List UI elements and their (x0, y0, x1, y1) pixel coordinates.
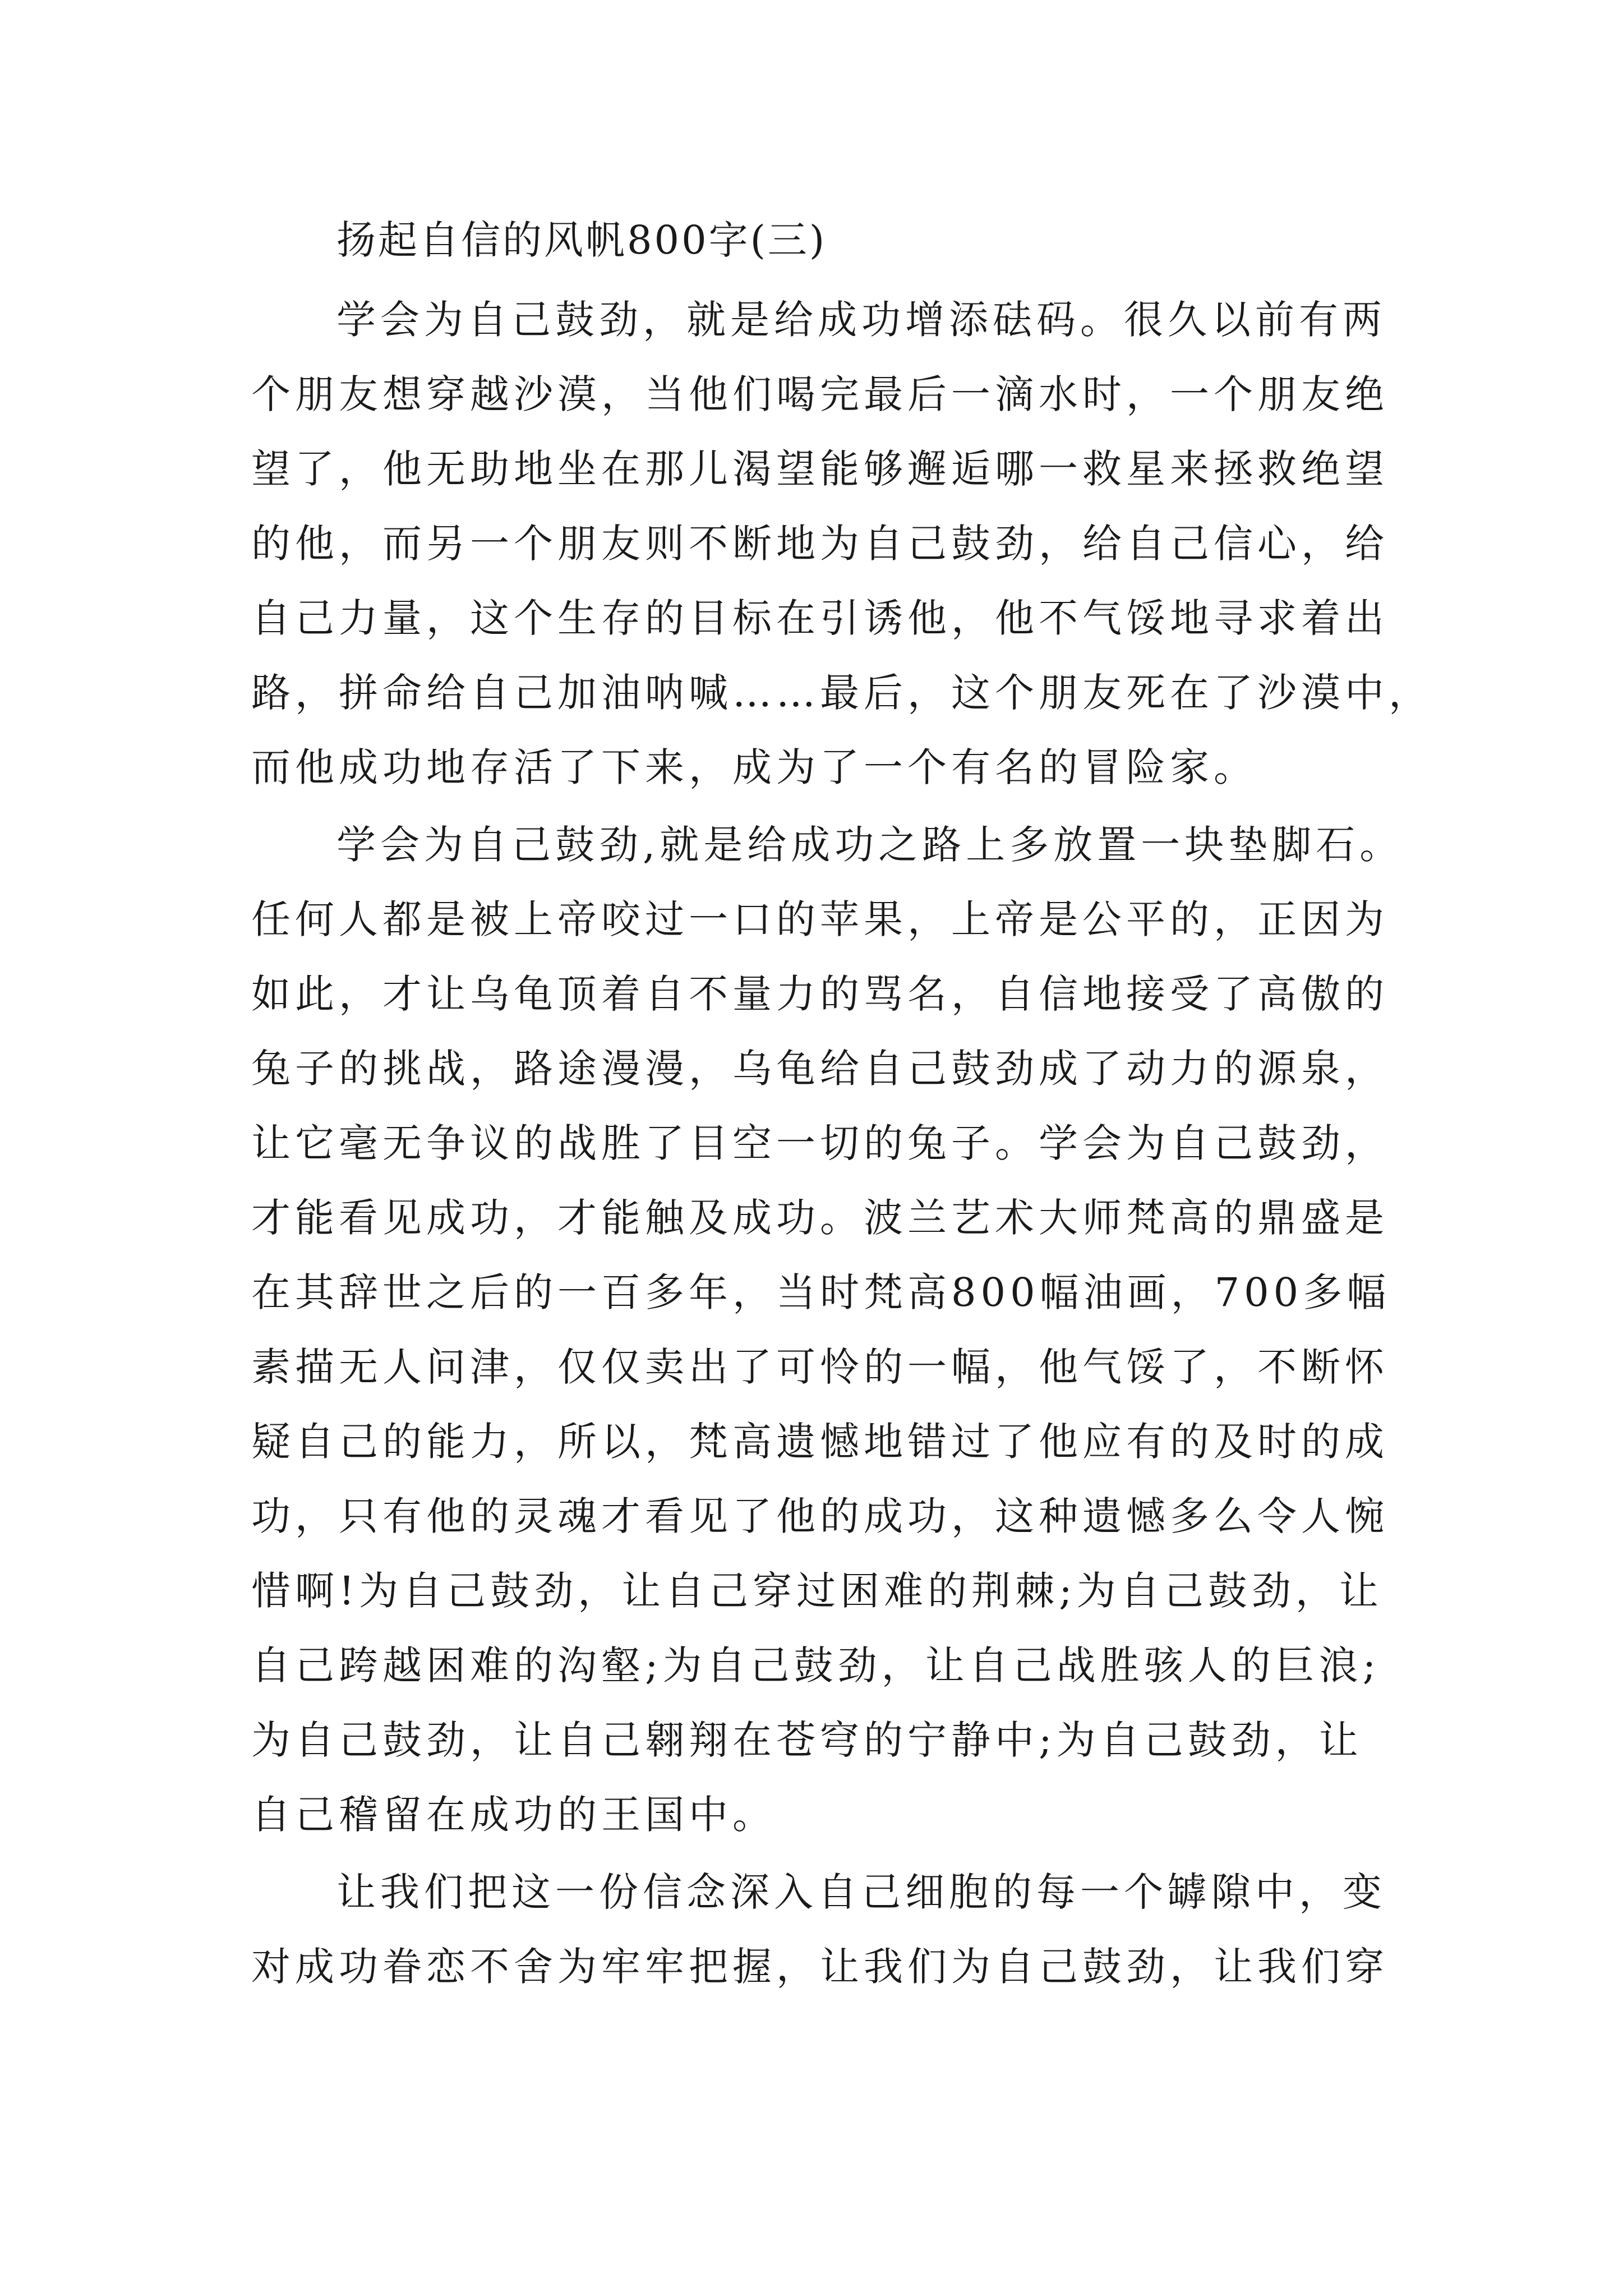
document-title: 扬起自信的风帆800字(三) (336, 217, 827, 263)
paragraph-2-line-7: 在其辞世之后的一百多年，当时梵高800幅油画，700多幅 (251, 1269, 1391, 1315)
paragraph-2-line-2: 任何人都是被上帝咬过一口的苹果，上帝是公平的，正因为 (251, 896, 1389, 942)
paragraph-1-line-5: 自己力量，这个生存的目标在引诱他，他不气馁地寻求着出 (251, 595, 1389, 641)
paragraph-2-line-6: 才能看见成功，才能触及成功。波兰艺术大师梵高的鼎盛是 (251, 1195, 1389, 1241)
paragraph-2-line-3: 如此，才让乌龟顶着自不量力的骂名，自信地接受了高傲的 (251, 971, 1389, 1017)
paragraph-1-line-6: 路，拼命给自己加油呐喊……最后，这个朋友死在了沙漠中， (251, 670, 1432, 716)
paragraph-1-line-1: 学会为自己鼓劲，就是给成功增添砝码。很久以前有两 (336, 297, 1386, 343)
paragraph-2-line-5: 让它毫无争议的战胜了目空一切的兔子。学会为自己鼓劲， (251, 1120, 1389, 1166)
paragraph-1-line-7: 而他成功地存活了下来，成为了一个有名的冒险家。 (251, 744, 1257, 790)
paragraph-2-line-8: 素描无人问津，仅仅卖出了可怜的一幅，他气馁了，不断怀 (251, 1344, 1389, 1390)
paragraph-3-line-2: 对成功眷恋不舍为牢牢把握，让我们为自己鼓劲，让我们穿 (251, 1944, 1389, 1990)
paragraph-2-line-13: 为自己鼓劲，让自己翱翔在苍穹的宁静中;为自己鼓劲，让 (251, 1717, 1363, 1763)
paragraph-3-line-1: 让我们把这一份信念深入自己细胞的每一个罅隙中，变 (336, 1869, 1386, 1915)
paragraph-2-line-12: 自己跨越困难的沟壑;为自己鼓劲，让自己战胜骇人的巨浪; (251, 1642, 1381, 1688)
paragraph-2-line-11: 惜啊!为自己鼓劲，让自己穿过困难的荆棘;为自己鼓劲，让 (251, 1568, 1383, 1614)
paragraph-2-line-10: 功，只有他的灵魂才看见了他的成功，这种遗憾多么令人惋 (251, 1493, 1389, 1539)
paragraph-1-line-2: 个朋友想穿越沙漠，当他们喝完最后一滴水时，一个朋友绝 (251, 371, 1389, 417)
paragraph-1-line-3: 望了，他无助地坐在那儿渴望能够邂逅哪一救星来拯救绝望 (251, 446, 1389, 492)
paragraph-1-line-4: 的他，而另一个朋友则不断地为自己鼓劲，给自己信心，给 (251, 521, 1389, 567)
paragraph-2-line-4: 兔子的挑战，路途漫漫，乌龟给自己鼓劲成了动力的源泉， (251, 1046, 1389, 1092)
paragraph-2-line-14: 自己稽留在成功的王国中。 (251, 1792, 776, 1838)
paragraph-2-line-1: 学会为自己鼓劲,就是给成功之路上多放置一块垫脚石。 (336, 822, 1404, 868)
paragraph-2-line-9: 疑自己的能力，所以，梵高遗憾地错过了他应有的及时的成 (251, 1419, 1389, 1465)
